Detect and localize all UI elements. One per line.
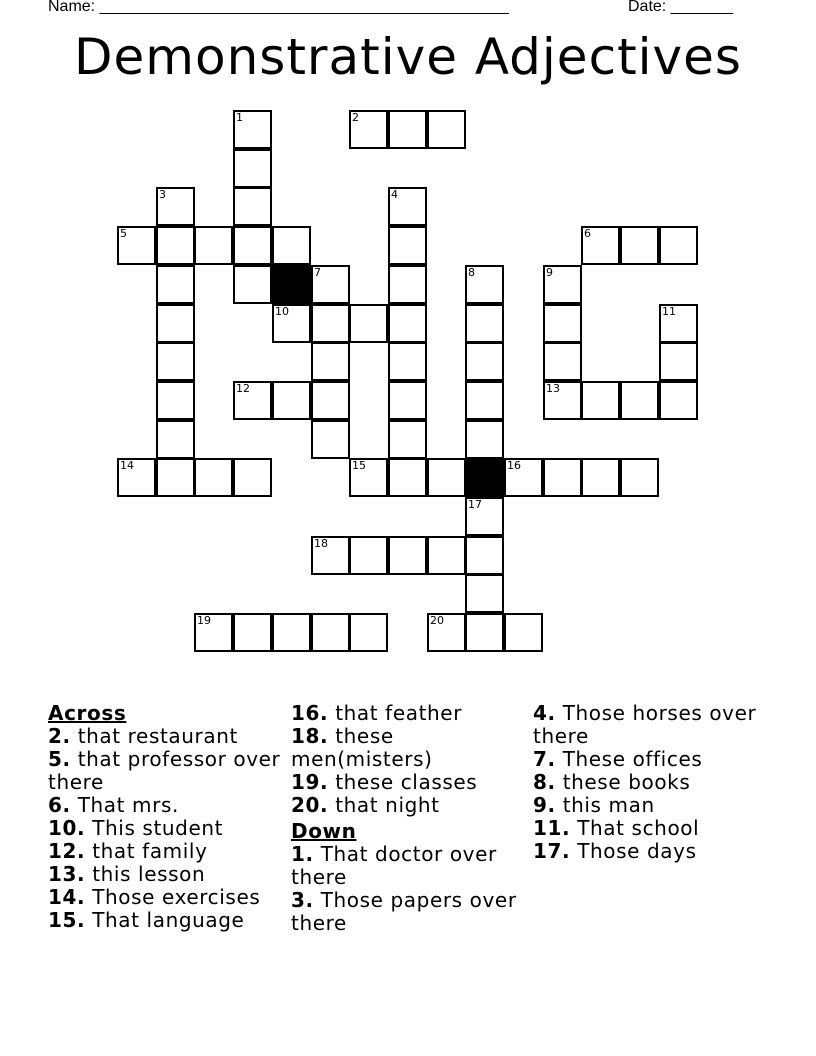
- grid-cell[interactable]: [465, 342, 504, 381]
- grid-cell[interactable]: [349, 110, 388, 149]
- clue-item: [533, 702, 768, 748]
- clue-number-label: 6.: [48, 793, 71, 817]
- clue-text: That doctor over there: [291, 842, 497, 889]
- clue-number: 6: [584, 227, 591, 240]
- clue-text: Those papers over there: [291, 888, 517, 935]
- clue-number-label: 13.: [48, 862, 86, 886]
- grid-cell[interactable]: [620, 226, 659, 265]
- grid-cell[interactable]: [388, 420, 427, 459]
- grid-cell[interactable]: [388, 226, 427, 265]
- clue-number: 9: [546, 266, 553, 279]
- grid-cell[interactable]: [233, 265, 272, 304]
- black-square: [465, 458, 504, 497]
- grid-cell[interactable]: [156, 226, 195, 265]
- clue-item: [533, 817, 768, 840]
- grid-cell[interactable]: [465, 420, 504, 459]
- grid-cell[interactable]: [194, 226, 233, 265]
- grid-cell[interactable]: [427, 110, 466, 149]
- grid-cell[interactable]: [311, 304, 350, 343]
- grid-cell[interactable]: [388, 187, 427, 226]
- grid-cell[interactable]: [349, 458, 388, 497]
- grid-cell[interactable]: [504, 458, 543, 497]
- clue-text: That language: [92, 908, 245, 932]
- clue-text: That school: [577, 816, 700, 840]
- grid-cell[interactable]: [311, 381, 350, 420]
- clue-number: 18: [314, 537, 328, 550]
- grid-cell[interactable]: [156, 265, 195, 304]
- grid-cell[interactable]: [156, 458, 195, 497]
- clue-text: that night: [335, 793, 440, 817]
- grid-cell[interactable]: [659, 226, 698, 265]
- clue-item: [48, 840, 283, 863]
- grid-cell[interactable]: [233, 381, 272, 420]
- black-square: [272, 265, 311, 304]
- clue-item: [48, 909, 283, 932]
- grid-cell[interactable]: [233, 110, 272, 149]
- clue-number: 14: [120, 459, 134, 472]
- grid-cell[interactable]: [465, 613, 504, 652]
- clue-text: that professor over there: [48, 747, 281, 794]
- grid-cell[interactable]: [156, 304, 195, 343]
- clue-number: 20: [430, 614, 444, 627]
- clue-number-label: 15.: [48, 908, 86, 932]
- clue-text: Those exercises: [92, 885, 261, 909]
- clue-text: these classes: [335, 770, 478, 794]
- grid-cell[interactable]: [465, 265, 504, 304]
- grid-cell[interactable]: [465, 497, 504, 536]
- clue-number: 15: [352, 459, 366, 472]
- clues-column-2: [291, 702, 526, 935]
- clue-text: this lesson: [92, 862, 206, 886]
- clue-number-label: 2.: [48, 724, 71, 748]
- grid-cell[interactable]: [620, 381, 659, 420]
- grid-cell[interactable]: [233, 149, 272, 188]
- grid-cell[interactable]: [194, 613, 233, 652]
- clue-item: [533, 840, 768, 863]
- grid-cell[interactable]: [581, 226, 620, 265]
- grid-cell[interactable]: [465, 574, 504, 613]
- date-field-label: Date: _______: [628, 0, 733, 15]
- clue-number-label: 16.: [291, 701, 329, 725]
- grid-cell[interactable]: [311, 342, 350, 381]
- grid-cell[interactable]: [311, 536, 350, 575]
- clue-number-label: 11.: [533, 816, 571, 840]
- clue-text: Those days: [577, 839, 697, 863]
- grid-cell[interactable]: [349, 613, 388, 652]
- grid-cell[interactable]: [233, 613, 272, 652]
- grid-cell[interactable]: [272, 304, 311, 343]
- grid-cell[interactable]: [194, 458, 233, 497]
- clue-text: that feather: [335, 701, 463, 725]
- grid-cell[interactable]: [543, 342, 582, 381]
- grid-cell[interactable]: [233, 458, 272, 497]
- clue-number-label: 5.: [48, 747, 71, 771]
- clue-number-label: 17.: [533, 839, 571, 863]
- clue-text: this man: [562, 793, 655, 817]
- grid-cell[interactable]: [233, 187, 272, 226]
- grid-cell[interactable]: [543, 304, 582, 343]
- clue-number: 16: [507, 459, 521, 472]
- clue-number: 11: [662, 305, 676, 318]
- clue-item: [48, 748, 283, 794]
- grid-cell[interactable]: [388, 110, 427, 149]
- grid-cell[interactable]: [543, 458, 582, 497]
- clue-text: Those horses over there: [533, 701, 757, 748]
- grid-cell[interactable]: [272, 381, 311, 420]
- clue-text: that family: [92, 839, 208, 863]
- clue-number: 19: [197, 614, 211, 627]
- grid-cell[interactable]: [311, 613, 350, 652]
- grid-cell[interactable]: [465, 304, 504, 343]
- grid-cell[interactable]: [388, 536, 427, 575]
- clue-number-label: 3.: [291, 888, 314, 912]
- clue-number-label: 9.: [533, 793, 556, 817]
- grid-cell[interactable]: [117, 458, 156, 497]
- grid-cell[interactable]: [388, 458, 427, 497]
- grid-cell[interactable]: [233, 226, 272, 265]
- grid-cell[interactable]: [427, 536, 466, 575]
- clue-number: 4: [391, 188, 398, 201]
- grid-cell[interactable]: [659, 342, 698, 381]
- name-field-label: Name: ______________________________________________: [48, 0, 509, 15]
- grid-cell[interactable]: [581, 381, 620, 420]
- clue-text: This student: [92, 816, 224, 840]
- grid-cell[interactable]: [156, 381, 195, 420]
- clue-text: that restaurant: [77, 724, 238, 748]
- grid-cell[interactable]: [620, 458, 659, 497]
- grid-cell[interactable]: [543, 381, 582, 420]
- page-title: Demonstrative Adjectives: [74, 28, 742, 86]
- clue-text: These offices: [562, 747, 703, 771]
- grid-cell[interactable]: [388, 342, 427, 381]
- clue-item: [48, 817, 283, 840]
- grid-cell[interactable]: [388, 265, 427, 304]
- grid-cell[interactable]: [156, 420, 195, 459]
- clue-number: 7: [314, 266, 321, 279]
- grid-cell[interactable]: [504, 613, 543, 652]
- clue-number: 10: [275, 305, 289, 318]
- clue-item: [48, 886, 283, 909]
- grid-cell[interactable]: [659, 304, 698, 343]
- clue-item: [533, 794, 768, 817]
- clue-item: [291, 889, 526, 935]
- clue-text: That mrs.: [77, 793, 179, 817]
- clue-item: [291, 794, 526, 817]
- clue-number-label: 10.: [48, 816, 86, 840]
- clue-number-label: 1.: [291, 842, 314, 866]
- grid-cell[interactable]: [156, 342, 195, 381]
- grid-cell[interactable]: [156, 187, 195, 226]
- clue-text: these men(misters): [291, 724, 433, 771]
- grid-cell[interactable]: [311, 265, 350, 304]
- grid-cell[interactable]: [427, 613, 466, 652]
- grid-cell[interactable]: [581, 458, 620, 497]
- clue-item: [291, 702, 526, 725]
- grid-cell[interactable]: [272, 613, 311, 652]
- clue-item: [291, 771, 526, 794]
- grid-cell[interactable]: [659, 381, 698, 420]
- clue-number-label: 7.: [533, 747, 556, 771]
- clue-number: 12: [236, 382, 250, 395]
- clue-number-label: 12.: [48, 839, 86, 863]
- clue-item: [48, 863, 283, 886]
- clue-number: 17: [468, 498, 482, 511]
- clue-text: these books: [562, 770, 691, 794]
- clue-number-label: 18.: [291, 724, 329, 748]
- clue-number: 3: [159, 188, 166, 201]
- clue-number: 8: [468, 266, 475, 279]
- clue-item: [291, 725, 526, 771]
- clue-number-label: 8.: [533, 770, 556, 794]
- clue-number-label: 14.: [48, 885, 86, 909]
- grid-cell[interactable]: [427, 458, 466, 497]
- grid-cell[interactable]: [388, 381, 427, 420]
- grid-cell[interactable]: [465, 381, 504, 420]
- grid-cell[interactable]: [349, 304, 388, 343]
- clues-column-1: [48, 702, 283, 932]
- grid-cell[interactable]: [272, 226, 311, 265]
- clue-number: 5: [120, 227, 127, 240]
- clue-section-heading: Down: [291, 819, 357, 843]
- clue-number-label: 19.: [291, 770, 329, 794]
- clue-item: [291, 843, 526, 889]
- grid-cell[interactable]: [465, 536, 504, 575]
- grid-cell[interactable]: [543, 265, 582, 304]
- clue-item: [533, 748, 768, 771]
- grid-cell[interactable]: [349, 536, 388, 575]
- grid-cell[interactable]: [388, 304, 427, 343]
- clue-number-label: 20.: [291, 793, 329, 817]
- clue-item: [48, 725, 283, 748]
- clue-section-heading: Across: [48, 701, 127, 725]
- clue-number: 1: [236, 111, 243, 124]
- clues-column-3: [533, 702, 768, 863]
- clue-number: 2: [352, 111, 359, 124]
- grid-cell[interactable]: [117, 226, 156, 265]
- clue-number: 13: [546, 382, 560, 395]
- clue-item: [533, 771, 768, 794]
- grid-cell[interactable]: [311, 420, 350, 459]
- clue-number-label: 4.: [533, 701, 556, 725]
- clue-item: [48, 794, 283, 817]
